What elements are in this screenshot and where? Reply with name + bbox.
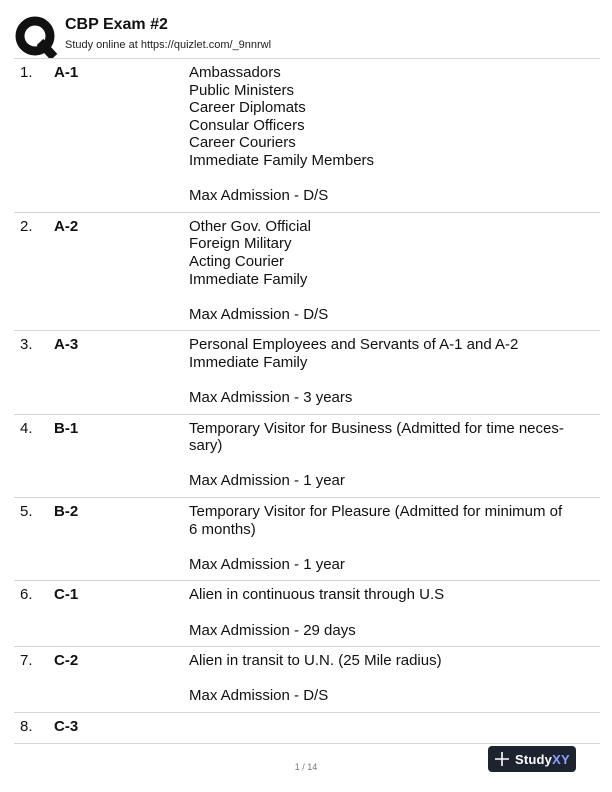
- card-term: C-1: [54, 586, 79, 604]
- card-number: 7.: [20, 652, 33, 670]
- definition-line: Ambassadors: [189, 64, 281, 81]
- flashcard-row: [14, 59, 600, 213]
- quizlet-logo-icon: [14, 15, 58, 59]
- studyxy-logo-text: StudyXY: [515, 751, 570, 767]
- card-definition: [189, 420, 594, 490]
- flashcard-row: [14, 713, 600, 744]
- card-number: 6.: [20, 586, 33, 604]
- definition-line: Other Gov. Official: [189, 217, 311, 235]
- definition-line: [189, 604, 594, 622]
- flashcard-list: [14, 59, 600, 744]
- definition-line: Public Ministers: [189, 81, 295, 99]
- definition-line: 6 months): [189, 520, 256, 538]
- flashcard-row: [14, 647, 600, 713]
- definition-line: Acting Courier: [189, 252, 285, 270]
- card-term: C-2: [54, 652, 79, 670]
- card-term: B-1: [54, 419, 79, 437]
- definition-line: Temporary Visitor for Pleasure (Admitted for minimum of: [189, 503, 563, 521]
- flashcard-row: [14, 498, 600, 581]
- flashcard-row: [14, 581, 600, 647]
- definition-line: [189, 170, 594, 188]
- card-definition: [189, 64, 594, 205]
- card-definition: [189, 586, 594, 639]
- document-title: CBP Exam #2: [65, 16, 168, 33]
- definition-line: Temporary Visitor for Business (Admitted for time neces-: [189, 419, 564, 437]
- card-definition: [189, 503, 594, 573]
- card-number: 1.: [20, 64, 33, 81]
- card-definition: [189, 336, 594, 406]
- definition-line: Max Admission - D/S: [189, 187, 329, 205]
- studyxy-badge[interactable]: [488, 746, 576, 772]
- page-header: [14, 12, 600, 58]
- definition-line: [189, 718, 594, 736]
- definition-line: Immediate Family: [189, 353, 308, 371]
- definition-line: [189, 372, 594, 390]
- card-number: 3.: [20, 336, 33, 354]
- card-definition: [189, 652, 594, 705]
- card-term: B-2: [54, 503, 79, 521]
- card-number: 4.: [20, 419, 33, 437]
- definition-line: Alien in continuous transit through U.S: [189, 586, 445, 604]
- card-term: A-3: [54, 336, 79, 354]
- card-term: C-3: [54, 718, 79, 735]
- flashcard-row: [14, 331, 600, 414]
- definition-line: [189, 538, 594, 556]
- definition-line: Foreign Military: [189, 235, 292, 253]
- card-number: 5.: [20, 503, 33, 521]
- card-term: A-2: [54, 217, 79, 235]
- definition-line: Career Diplomats: [189, 99, 306, 117]
- definition-line: Personal Employees and Servants of A-1 and A-2: [189, 336, 519, 354]
- definition-line: Max Admission - 3 years: [189, 389, 353, 407]
- definition-line: Max Admission - D/S: [189, 305, 329, 323]
- card-definition: [189, 218, 594, 324]
- page-indicator: 1 / 14: [294, 762, 318, 772]
- definition-line: Immediate Family Members: [189, 151, 375, 169]
- definition-line: [189, 670, 594, 688]
- card-definition: [189, 718, 594, 736]
- definition-line: Max Admission - D/S: [189, 687, 329, 705]
- card-number: 8.: [20, 718, 33, 735]
- definition-line: Alien in transit to U.N. (25 Mile radius): [189, 652, 442, 670]
- definition-line: Max Admission - 1 year: [189, 472, 345, 490]
- definition-line: Consular Officers: [189, 116, 305, 134]
- definition-line: sary): [189, 437, 223, 455]
- flashcard-row: [14, 415, 600, 498]
- definition-line: Max Admission - 29 days: [189, 621, 356, 639]
- plus-icon: [495, 752, 509, 766]
- study-online-link[interactable]: Study online at https://quizlet.com/_9nnrwl: [65, 39, 272, 51]
- definition-line: Career Couriers: [189, 134, 296, 152]
- definition-line: Max Admission - 1 year: [189, 555, 345, 573]
- definition-line: [189, 455, 594, 473]
- card-number: 2.: [20, 217, 33, 235]
- definition-line: [189, 288, 594, 306]
- definition-line: Immediate Family: [189, 270, 308, 288]
- card-term: A-1: [54, 64, 79, 81]
- flashcard-row: [14, 213, 600, 332]
